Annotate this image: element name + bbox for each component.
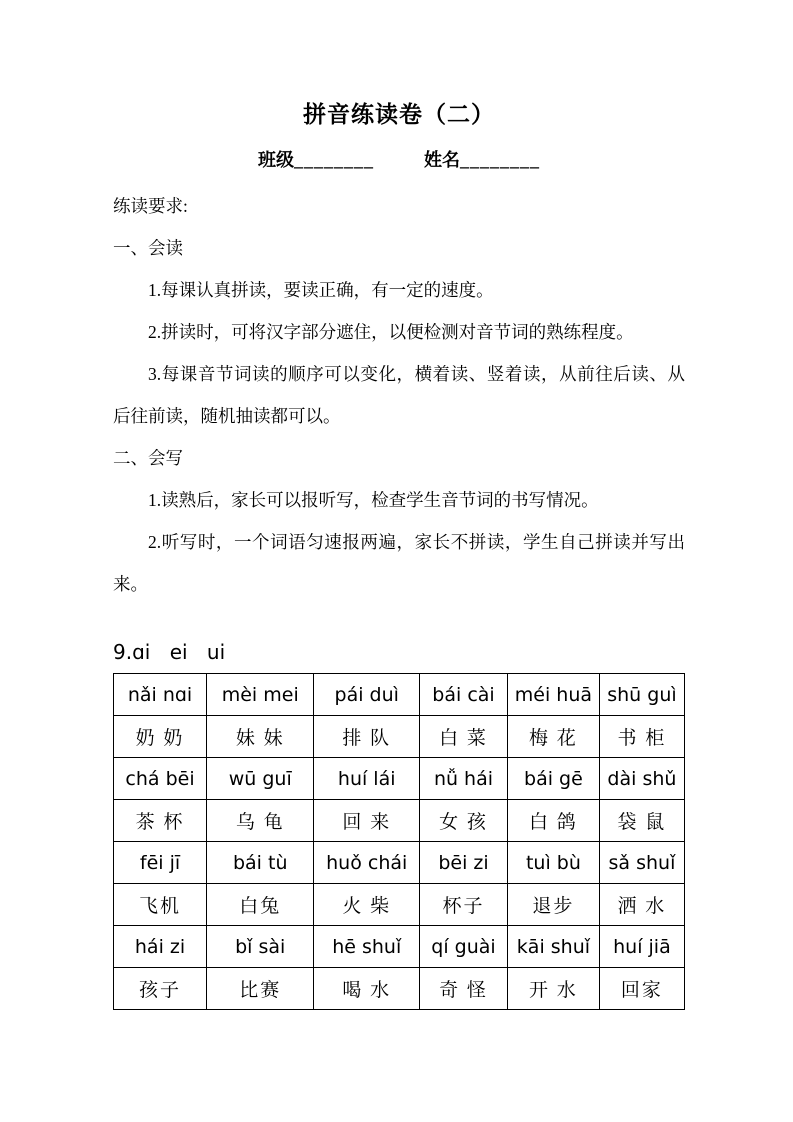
pinyin-cell: nǚ hái — [420, 758, 508, 800]
section-read-heading: 一、会读 — [113, 238, 183, 258]
hanzi-cell: 排 队 — [314, 716, 420, 758]
write-item-1: 1.读熟后，家长可以报听写，检查学生音节词的书写情况。 — [148, 490, 599, 510]
hanzi-cell: 妹 妹 — [207, 716, 314, 758]
hanzi-cell: 乌 龟 — [207, 800, 314, 842]
pinyin-cell: méi huā — [507, 674, 599, 716]
pinyin-cell: tuì bù — [507, 842, 599, 884]
class-field — [258, 150, 374, 170]
hanzi-cell: 杯子 — [420, 884, 508, 926]
table-row-hanzi — [114, 800, 685, 842]
pinyin-cell: hē shuǐ — [314, 926, 420, 968]
pinyin-cell: fēi jī — [114, 842, 207, 884]
hanzi-cell: 孩子 — [114, 968, 207, 1010]
pinyin-cell: chá bēi — [114, 758, 207, 800]
instructions — [113, 185, 685, 605]
hanzi-cell: 喝 水 — [314, 968, 420, 1010]
name-label: 姓名 — [424, 150, 460, 170]
hanzi-cell: 白 鸽 — [507, 800, 599, 842]
pinyin-cell: sǎ shuǐ — [599, 842, 684, 884]
hanzi-cell: 退步 — [507, 884, 599, 926]
student-info-line — [113, 145, 685, 175]
pinyin-cell: bēi zi — [420, 842, 508, 884]
table-row-pinyin — [114, 758, 685, 800]
hanzi-cell: 女 孩 — [420, 800, 508, 842]
hanzi-cell: 火 柴 — [314, 884, 420, 926]
page-content — [113, 0, 685, 1010]
pinyin-cell: kāi shuǐ — [507, 926, 599, 968]
lesson-heading: 9.ɑi ei ui — [113, 640, 226, 664]
read-item-1: 1.每课认真拼读，要读正确，有一定的速度。 — [148, 280, 494, 300]
table-row-hanzi — [114, 884, 685, 926]
name-field — [424, 150, 540, 170]
pinyin-cell: dài shǔ — [599, 758, 684, 800]
pinyin-cell: bái gē — [507, 758, 599, 800]
pinyin-cell: qí guài — [420, 926, 508, 968]
hanzi-cell: 回 来 — [314, 800, 420, 842]
read-item-3: 3.每课音节词读的顺序可以变化，横着读、竖着读，从前往后读、从后往前读，随机抽读都可以。 — [113, 364, 685, 426]
pinyin-cell: mèi mei — [207, 674, 314, 716]
hanzi-cell: 开 水 — [507, 968, 599, 1010]
pinyin-cell: bǐ sài — [207, 926, 314, 968]
hanzi-cell: 白兔 — [207, 884, 314, 926]
hanzi-cell: 洒 水 — [599, 884, 684, 926]
name-blank-line: ________ — [460, 150, 540, 170]
requirements-heading: 练读要求: — [113, 196, 188, 216]
hanzi-cell: 比赛 — [207, 968, 314, 1010]
table-row-hanzi — [114, 968, 685, 1010]
pinyin-cell: bái cài — [420, 674, 508, 716]
hanzi-cell: 奶 奶 — [114, 716, 207, 758]
pinyin-cell: huí lái — [314, 758, 420, 800]
hanzi-cell: 飞机 — [114, 884, 207, 926]
pinyin-cell: hái zi — [114, 926, 207, 968]
write-item-2: 2.听写时，一个词语匀速报两遍，家长不拼读，学生自己拼读并写出来。 — [113, 532, 685, 594]
hanzi-cell: 白 菜 — [420, 716, 508, 758]
hanzi-cell: 奇 怪 — [420, 968, 508, 1010]
class-label: 班级 — [258, 150, 294, 170]
table-row-pinyin — [114, 926, 685, 968]
hanzi-cell: 回家 — [599, 968, 684, 1010]
pinyin-cell: bái tù — [207, 842, 314, 884]
page-title: 拼音练读卷（二） — [303, 102, 495, 127]
pinyin-cell: shū guì — [599, 674, 684, 716]
class-blank-line: ________ — [294, 150, 374, 170]
hanzi-cell: 书 柜 — [599, 716, 684, 758]
hanzi-cell: 梅 花 — [507, 716, 599, 758]
pinyin-cell: huǒ chái — [314, 842, 420, 884]
hanzi-cell: 茶 杯 — [114, 800, 207, 842]
pinyin-cell: wū guī — [207, 758, 314, 800]
section-write-heading: 二、会写 — [113, 448, 183, 468]
pinyin-cell: nǎi nɑi — [114, 674, 207, 716]
pinyin-word-table — [113, 673, 685, 1010]
pinyin-cell: pái duì — [314, 674, 420, 716]
read-item-2: 2.拼读时，可将汉字部分遮住，以便检测对音节词的熟练程度。 — [148, 322, 634, 342]
pinyin-cell: huí jiā — [599, 926, 684, 968]
table-row-pinyin — [114, 842, 685, 884]
table-row-pinyin — [114, 674, 685, 716]
table-row-hanzi — [114, 716, 685, 758]
hanzi-cell: 袋 鼠 — [599, 800, 684, 842]
